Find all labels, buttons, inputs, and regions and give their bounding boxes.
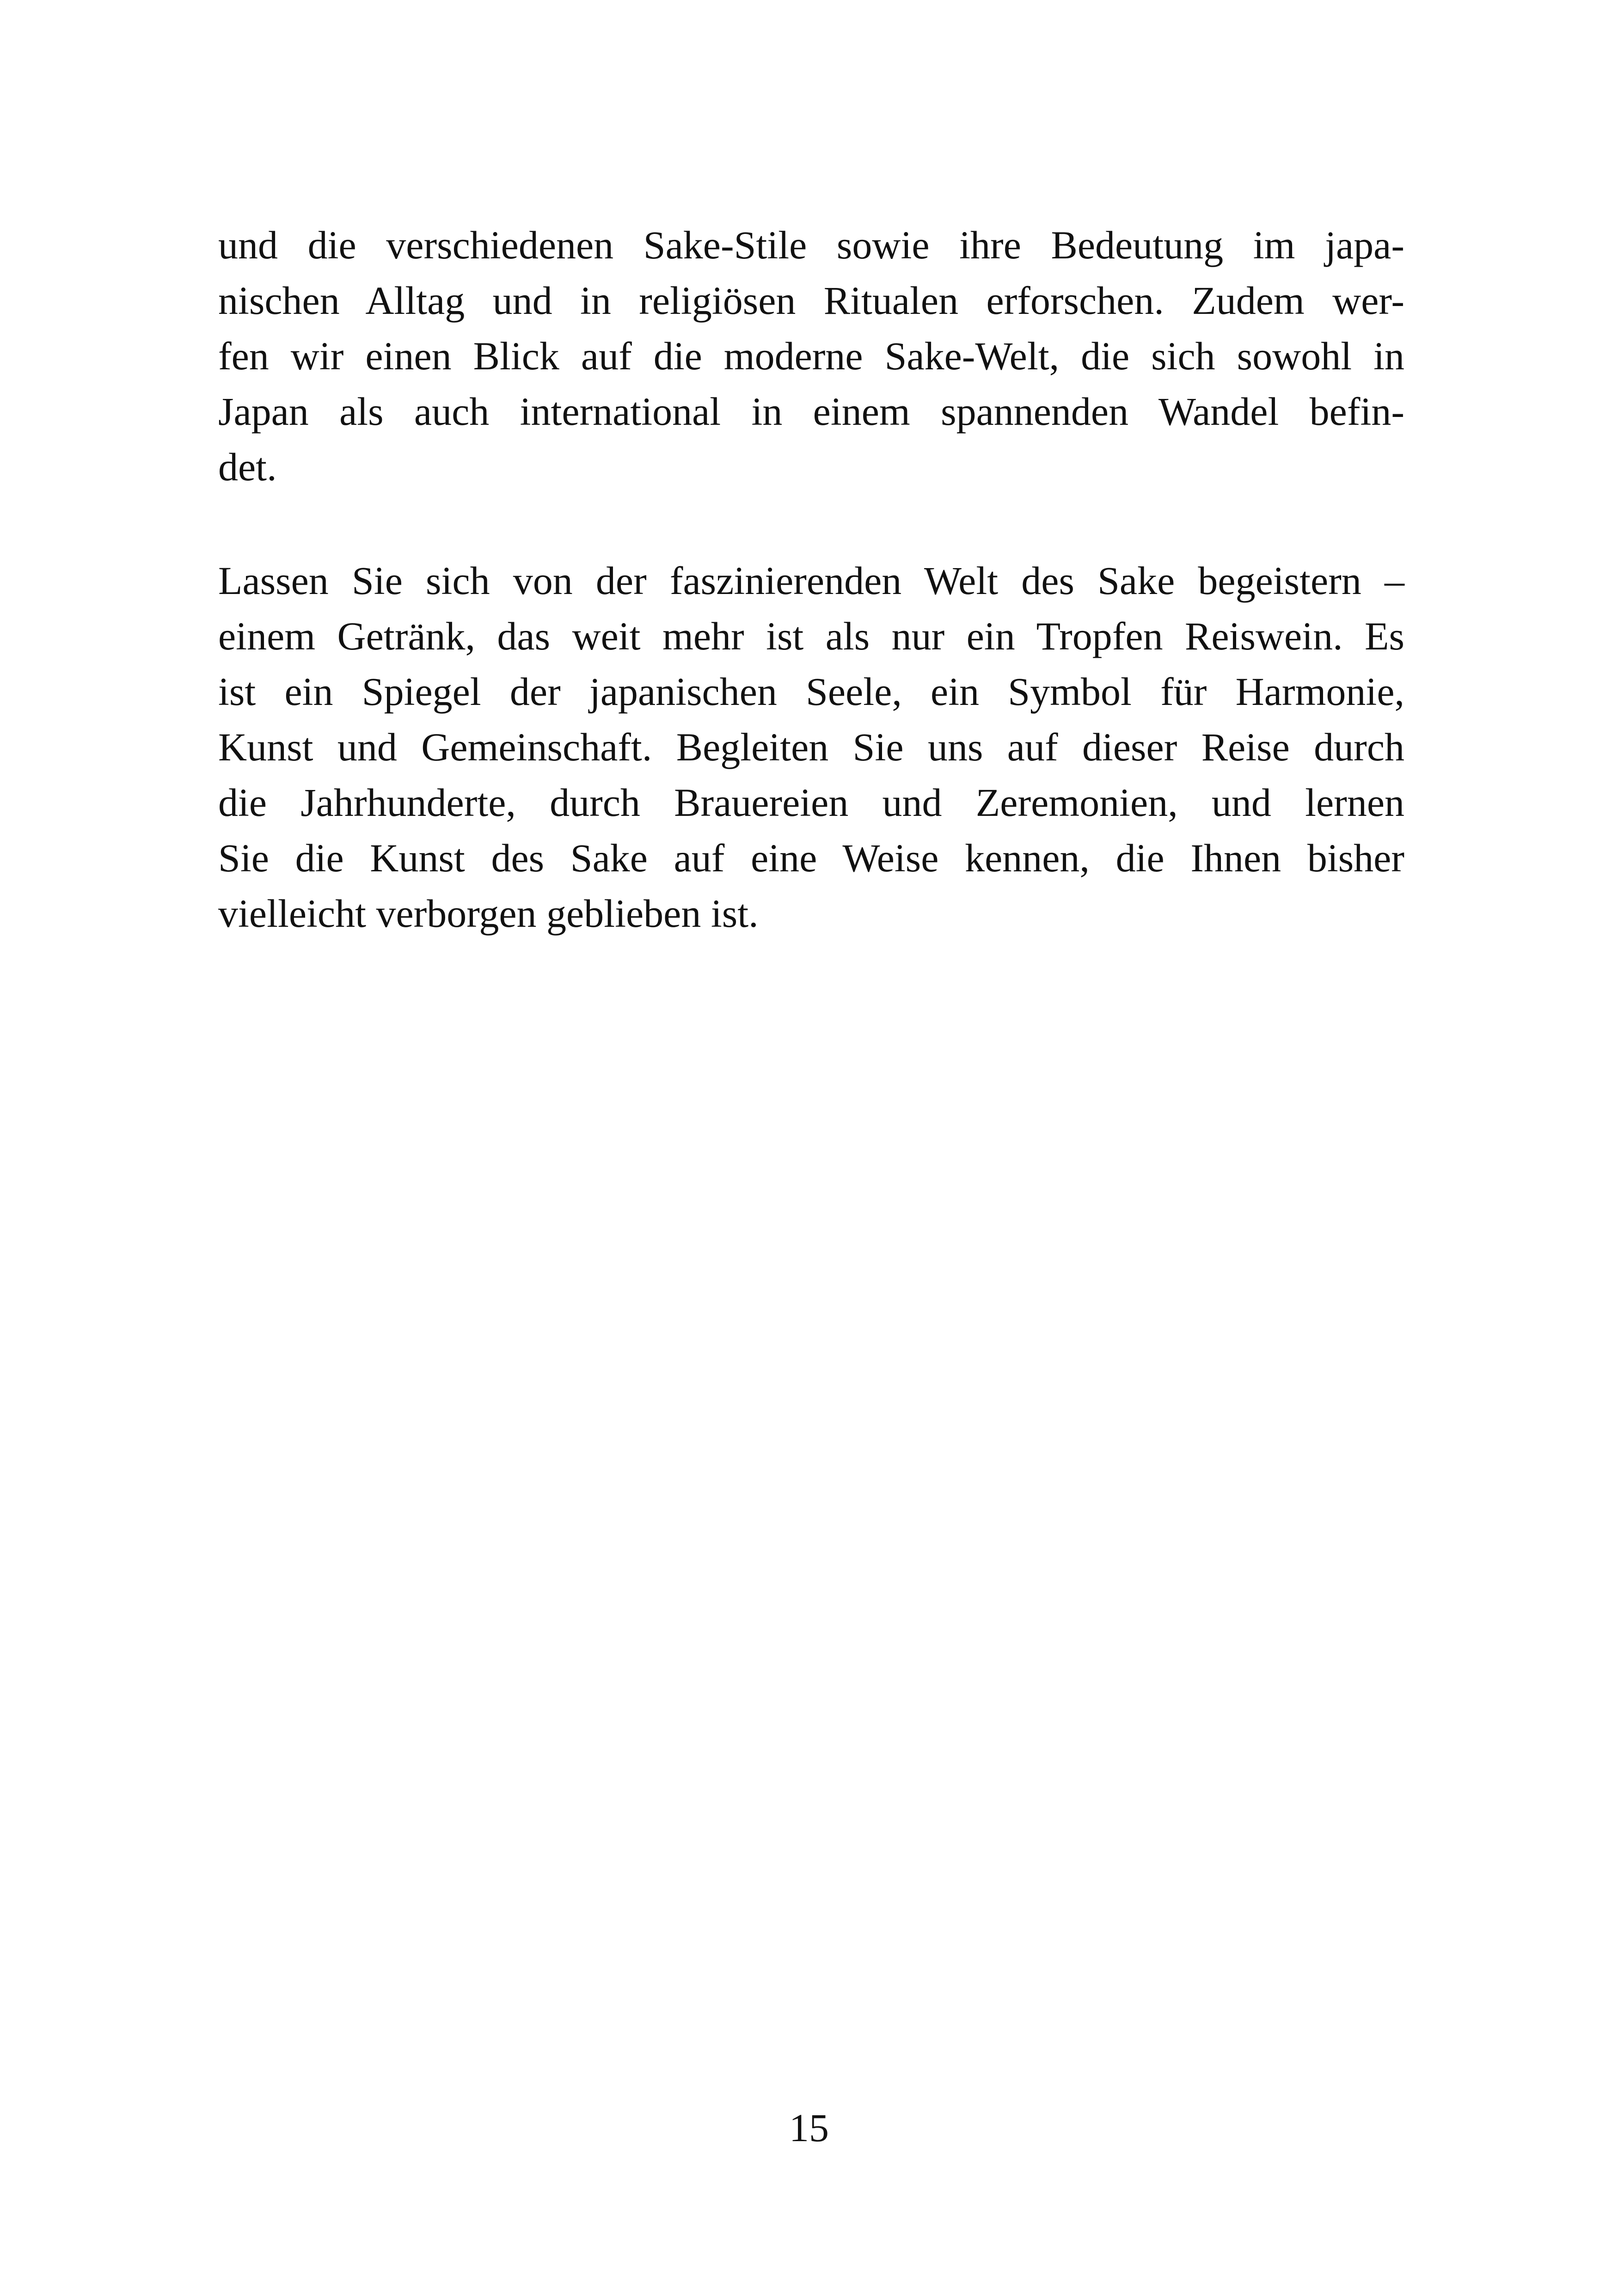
text-line: Kunst und Gemeinschaft. Begleiten Sie uns auf dieser Reise durch — [218, 725, 1404, 769]
text-line: Lassen Sie sich von der faszinierenden Welt des Sake begeistern – — [218, 558, 1404, 603]
text-line: einem Getränk, das weit mehr ist als nur ein Tropfen Reiswein. Es — [218, 614, 1404, 658]
paragraph-2 — [218, 553, 1404, 941]
page-number: 15 — [789, 2106, 829, 2150]
text-line: det. — [218, 445, 277, 489]
text-line: nischen Alltag und in religiösen Ritualen erforschen. Zudem wer- — [218, 278, 1404, 323]
text-line: die Jahrhunderte, durch Brauereien und Zeremonien, und lernen — [218, 780, 1404, 825]
text-line: vielleicht verborgen geblieben ist. — [218, 891, 759, 936]
text-line: Sie die Kunst des Sake auf eine Weise kennen, die Ihnen bisher — [218, 836, 1404, 880]
text-line: und die verschiedenen Sake-Stile sowie ihre Bedeutung im japa- — [218, 223, 1404, 267]
paragraph-1 — [218, 217, 1404, 495]
text-line: ist ein Spiegel der japanischen Seele, ein Symbol für Harmonie, — [218, 669, 1404, 714]
text-line: fen wir einen Blick auf die moderne Sake-Welt, die sich sowohl in — [218, 334, 1404, 378]
text-line: Japan als auch international in einem spannenden Wandel befin- — [218, 389, 1404, 434]
body-text — [218, 217, 1404, 941]
